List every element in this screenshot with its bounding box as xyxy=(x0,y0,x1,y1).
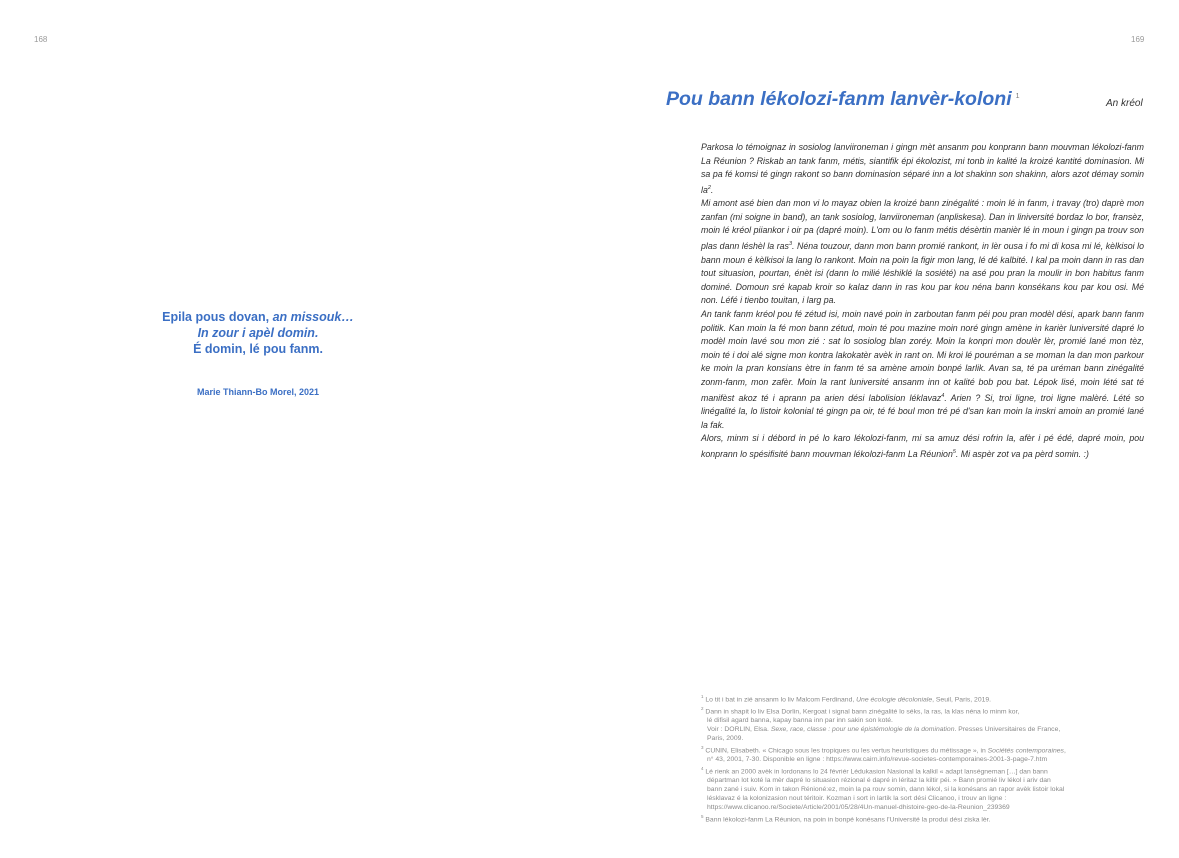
paragraph-2-text-b: . Néna touzour, dann mon bann promié rankont, in lèr ousa i fo mi di kosa mi lé, kèlkisoi lo bann moun é kèlkisoi la lang lo rankont. Moin na poin la figir mon lang, lé dé kalbité. I kal pa moin dann in ras dan tout situasion, pourtan, énèt isi (dann lo milié léshiklé la sosiété) na asé pou pran la moulir in bon habitus fanm dominé. Domoun sré kapab kroir so kalaz dann in ras kou par kou néna bann konsékans kou par kou osi. Mé non. Léfé i tienbo touitan, i larg pa. xyxy=(701,241,1144,306)
epigraph-line-1-b: an missouk… xyxy=(272,310,354,324)
article-title xyxy=(666,88,1020,111)
page-number-right: 169 xyxy=(1131,35,1145,44)
footnote-3-number: 3 xyxy=(701,745,704,751)
footnote-3-text-a: CUNIN, Elisabeth. « Chicago sous les tropiques ou les vertus heuristiques du métissage », in xyxy=(703,747,988,755)
footnote-1-text-c: , Seuil, Paris, 2019. xyxy=(932,696,992,704)
footnote-1-book-title: Une écologie décoloniale xyxy=(856,696,933,704)
epigraph xyxy=(90,309,426,357)
epigraph-author: Marie Thiann-Bo Morel, 2021 xyxy=(196,387,320,397)
footnotes xyxy=(701,693,1147,825)
footnote-2 xyxy=(701,705,1147,744)
footnote-ref-5: 5 xyxy=(952,448,956,455)
footnote-2-number: 2 xyxy=(701,706,704,712)
footnote-2-text-b: lé difisil agard banna, kapay banna inn par inn sakin son koté. xyxy=(707,717,893,725)
footnote-4-url: https://www.clicanoo.re/Societe/Article/2001/05/28/4Un-manuel-dhistoire-geo-de-la-Reunion_239369 xyxy=(707,804,1010,812)
footnote-3-text-d: n° 43, 2001, 7-30. Disponible en ligne : https://www.cairn.info/revue-societes-contemporaines-2001-3-page-7.htm xyxy=(707,756,1048,764)
epigraph-line-1 xyxy=(90,309,426,325)
paragraph-3-text-a: An tank fanm kréol pou fé zétud isi, moin navé poin in zarboutan fanm péi pou pran modèl dési, apark bann fanm politik. Kan moin la fé mon bann zétud, moin té pou mazine moin noré gingn amène in karièr luniversité dapré lo modèl moin lavé sou mon zié : sat lo sosiolog blan zoréy. Moin la konpri mon doulèr lèr, promié lané mon tèz, moin té i doi alé signe mon kontra lakokatèr avèk in rant on. Mi kroi lé pouréman a se moman la dan mon parkour ke moin la pran konsians ètre in fanm té sa amène amoin bonpé larlik. Avan sa, té pa uréman bann zinégalité zonm-fanm, mon zafèr. Moin la rant luniversité ansanm inn ot kalité bob pou bat. Lépok lisé, moin lété sat té manifèst akoz té i aprann pa arien dési labolision léklavaz xyxy=(701,308,1144,403)
footnote-2-text-e: . Presses Universitaires de France, xyxy=(954,726,1061,734)
footnote-4-number: 4 xyxy=(701,766,704,772)
footnote-5-text: Bann lékolozi-fanm La Réunion, na poin in bonpé konésans l'Université la produi dési ziska lèr. xyxy=(703,816,991,824)
footnote-1-text-a: Lo tit i bat in zié ansanm lo liv Malcom Ferdinand, xyxy=(703,696,857,704)
footnote-2-reference xyxy=(701,726,1147,735)
footnote-3 xyxy=(701,744,1147,765)
epigraph-line-2: In zour i apèl domin. xyxy=(197,326,319,340)
footnote-3-text-c: , xyxy=(1063,747,1066,755)
epigraph-line-3: É domin, lé pou fanm. xyxy=(193,342,323,356)
paragraph-3 xyxy=(701,308,1144,432)
title-footnote-ref: 1 xyxy=(1015,92,1020,100)
footnote-ref-3: 3 xyxy=(788,241,792,248)
footnote-4-text-c: bann zané i suiv. Kom in takon Rénioné:ez, moin la pa rouv somin, dann lékol, si la konésans an rapor avèk listoir lokal xyxy=(707,786,1065,794)
footnote-5-number: 5 xyxy=(701,813,704,819)
paragraph-4-text-a: Alors, minm si i débord in pé lo karo lékolozi-fanm, mi sa amuz dési rofrin la, afèr i pé édé, dapré moin, pou konprann lo spésifisité bann mouvman lékolozi-fanm La Réunion xyxy=(701,433,1144,459)
footnote-5 xyxy=(701,813,1147,825)
footnote-4-text-b: départman lot koté la mèr dapré lo situasion rézional é dapré in léritaz la kiltir péi. » Bann promié liv lékol i ariv dan xyxy=(707,777,1051,785)
footnote-1 xyxy=(701,693,1147,705)
footnote-4 xyxy=(701,765,1147,813)
article-title-text: Pou bann lékolozi-fanm lanvèr-koloni xyxy=(666,88,1012,110)
paragraph-4-text-b: . Mi aspèr zot va pa pèrd somin. :) xyxy=(955,448,1089,459)
footnote-2-text-c: Voir : DORLIN, Elsa. xyxy=(707,726,771,734)
paragraph-3-text-b: . Arien ? Si, troi ligne, troi ligne malèré. Lété so linégalité la, lo listoir kolonial té gingn pa oir, té fé boul mon tré pé d'san kan moin la inskri amoin an promié lané la fak. xyxy=(701,392,1144,430)
footnote-2-text-f: Paris, 2009. xyxy=(707,735,744,743)
paragraph-2 xyxy=(701,197,1144,308)
footnote-4-text-a: Lé rienk an 2000 avèk in lordonans lo 24 févriér Lédukasion Nasional la kalkil « adapt lanségneman […] dan bann xyxy=(703,768,1048,776)
page-number-left: 168 xyxy=(34,35,48,44)
footnote-2-text-a: Dann in shapit lo liv Elsa Dorlin, Kergoat i signal bann zinégalité lo séks, la ras, la klas néna lo minm kor, xyxy=(703,708,1020,716)
footnote-1-number: 1 xyxy=(701,694,704,699)
paragraph-1 xyxy=(701,141,1144,197)
footnote-3-journal: Sociétés contemporaines xyxy=(987,747,1064,755)
article-body xyxy=(701,141,1144,461)
epigraph-line-1-a: Epila pous dovan, xyxy=(162,310,273,324)
language-label: An kréol xyxy=(1106,98,1143,109)
footnote-2-book-title: Sexe, race, classe : pour une épistémologie de la domination xyxy=(770,726,955,734)
paragraph-1-text: Parkosa lo témoignaz in sosiolog lanviironeman i gingn mèt ansanm pou konprann bann mouvman lékolozi-fanm La Réunion ? Riskab an tank fanm, métis, siantifik épi ékolozist, mi tonb in kalité la kroizé kantité dominasion. Mi sa pa fé komsi té gingn rakont so bann dominasion séparé inn a lot shakinn son shakinn, alors azot démay somin la xyxy=(701,142,1144,195)
paragraph-2-text-a: Mi amont asé bien dan mon vi lo mayaz obien la kroizé bann zinégalité : moin lé in fanm, i travay (tro) daprè mon zanfan (mi soigne in band), an tank sosiolog, lanviironeman (anpliskesa). Dan in liniversité bordaz lo bor, fransèz, moin lé kréol piiankor i oir pa (dapré moin). L'om ou lo fanm métis désèrtin manièr lé in moun i gingn pa trouv son plas dann léshèl la ras xyxy=(701,198,1144,251)
paragraph-1-end: . xyxy=(710,184,714,195)
footnote-ref-2: 2 xyxy=(707,184,711,191)
footnote-ref-4: 4 xyxy=(941,392,945,399)
footnote-4-text-d: lésklavaz é la kolonizasion nout téritoir. Kozman i sort in lartik la sort dési Clicanoo, i trouv an ligne : xyxy=(707,795,1007,803)
paragraph-4 xyxy=(701,432,1144,461)
